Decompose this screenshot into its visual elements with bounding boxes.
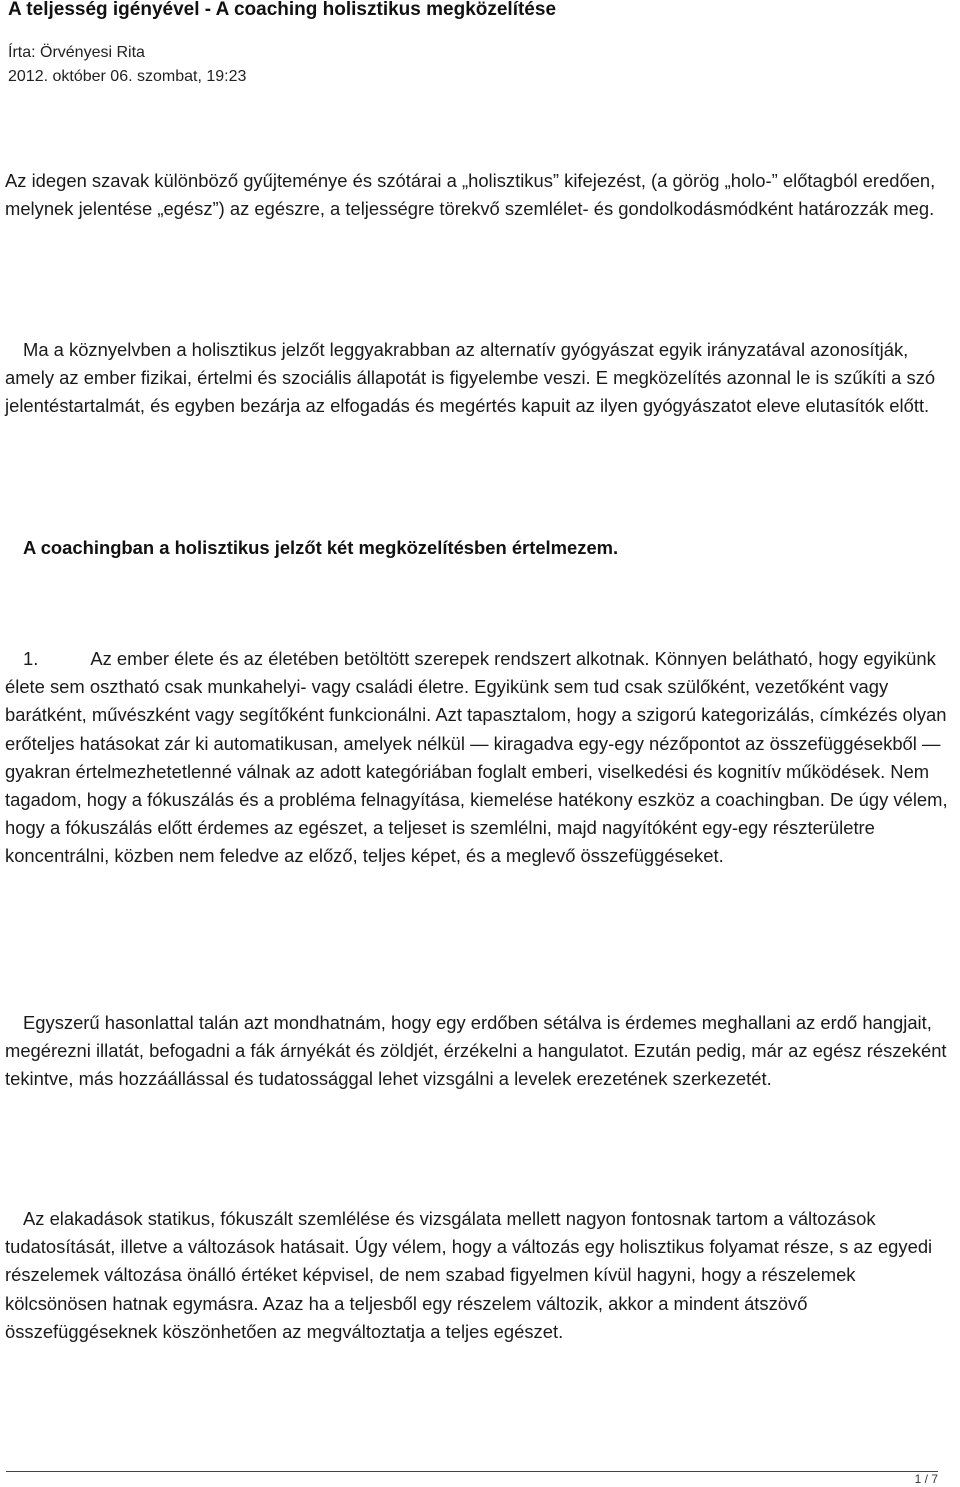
page-number: 1 / 7 bbox=[914, 1472, 938, 1486]
paragraph-forest-analogy bbox=[5, 1009, 957, 1094]
page-title: A teljesség igényével - A coaching holisztikus megközelítése bbox=[8, 0, 557, 20]
paragraph-definition: Az idegen szavak különböző gyűjteménye és szótárai a „holisztikus” kifejezést, (a görög „holo-” előtagból eredően, melynek jelentése „egész”) az egészre, a teljességre törekvő szemlélet- és gondolkodásmódként határozzák meg. bbox=[5, 170, 936, 220]
paragraph-point-one-text: Az ember élete és az életében betöltött szerepek rendszert alkotnak. Könnyen belátható, hogy egyikünk élete sem osztható csak munkahelyi- vagy családi életre. Egyikünk sem tud csak szülőként, vezetőként vagy barátként, művészként vagy segítőként funkcionálni. Azt tapasztalom, hogy a szigorú kategorizálás, címkézés olyan erőteljes hatásokat zár ki automatikusan, amelyek nélkül — kiragadva egy-egy nézőpontot az összefüggésekből — gyakran értelmezhetetlenné válnak az adott kategóriában foglalt emberi, viselkedési és kognitív működések. Nem tagadom, hogy a fókuszálás és a probléma felnagyítása, kiemelése hatékony eszköz a coachingban. De úgy vélem, hogy a fókuszálás előtt érdemes az egészet, a teljeset is szemlélni, majd nagyítóként egy-egy részterületre koncentrálni, közben nem feledve az előző, teljes képet, és a meglevő összefüggéseket. bbox=[5, 648, 948, 867]
footer-divider bbox=[6, 1471, 938, 1472]
paragraph-point-one bbox=[5, 645, 957, 871]
list-number: 1. bbox=[23, 648, 39, 669]
paragraph-changes-text: Az elakadások statikus, fókuszált szemlélése és vizsgálata mellett nagyon fontosnak tartom a változások tudatosítását, illetve a változások hatásait. Úgy vélem, hogy a változás egy holisztikus folyamat része, s az egyedi részelemek változása önálló értéket képvisel, de nem szabad figyelmen kívül hagyni, hogy a részelemek kölcsönösen hatnak egymásra. Azaz ha a teljesből egy részelem változik, akkor a mindent átszövő összefüggéseknek köszönhetően az megváltoztatja a teljes egészet. bbox=[5, 1208, 933, 1342]
article-author: Írta: Örvényesi Rita bbox=[8, 44, 145, 61]
article-date: 2012. október 06. szombat, 19:23 bbox=[8, 68, 247, 85]
paragraph-common-usage-text: Ma a köznyelvben a holisztikus jelzőt leggyakrabban az alternatív gyógyászat egyik irányzatával azonosítják, amely az ember fizikai, értelmi és szociális állapotát is figyelembe veszi. E megközelítés azonnal le is szűkíti a szó jelentéstartalmát, és egyben bezárja az elfogadás és megértés kapuit az ilyen gyógyászatot eleve elutasítók előtt. bbox=[5, 339, 936, 417]
paragraph-common-usage bbox=[5, 336, 957, 421]
paragraph-forest-analogy-text: Egyszerű hasonlattal talán azt mondhatnám, hogy egy erdőben sétálva is érdemes meghallani az erdő hangjait, megérezni illatát, befogadni a fák árnyékát és zöldjét, érzékelni a hangulatot. Ezután pedig, már az egész részeként tekintve, más hozzáállással és tudatossággal lehet vizsgálni a levelek erezetének szerkezetét. bbox=[5, 1012, 947, 1090]
paragraph-changes bbox=[5, 1205, 957, 1346]
section-heading: A coachingban a holisztikus jelzőt két megközelítésben értelmezem. bbox=[23, 537, 619, 558]
